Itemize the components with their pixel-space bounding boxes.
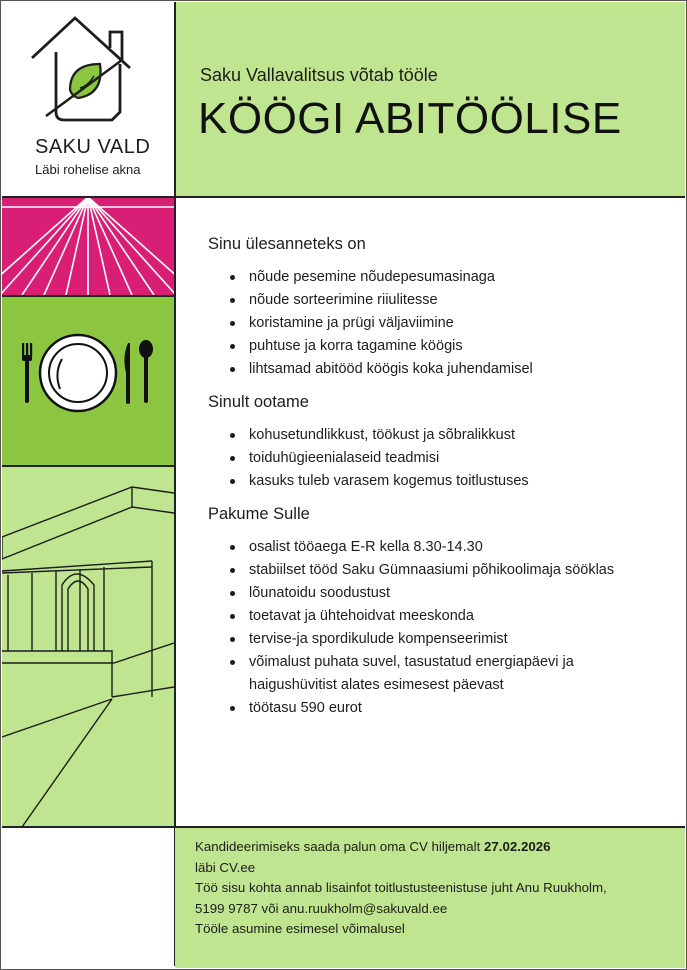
section-tasks	[208, 235, 668, 381]
building-panel	[2, 467, 174, 827]
list-item: võimalust puhata suvel, tasustatud energiapäevi ja haigushüvitist alates esimesest päevast	[208, 651, 649, 697]
list-item: nõude sorteerimine riiulitesse	[208, 289, 668, 312]
list-item: stabiilset tööd Saku Gümnaasiumi põhikoolimaja sööklas	[208, 559, 629, 582]
page-title: KÖÖGI ABITÖÖLISE	[198, 94, 622, 143]
divider-line	[2, 196, 685, 198]
section-offer	[208, 505, 668, 720]
column-divider	[174, 2, 176, 966]
list-item: lihtsamad abitööd köögis koka juhendamisel	[208, 358, 668, 381]
list-item: toetavat ja ühtehoidvat meeskonda	[208, 605, 668, 628]
footer-line-start: Tööle asumine esimesel võimalusel	[195, 921, 405, 936]
footer-deadline-prefix: Kandideerimiseks saada palun oma CV hiljemalt	[195, 839, 484, 854]
list-item: nõude pesemine nõudepesumasinaga	[208, 266, 668, 289]
section-expectations	[208, 393, 668, 493]
list-item: puhtuse ja korra tagamine köögis	[208, 335, 668, 358]
list-item: lõunatoidu soodustust	[208, 582, 668, 605]
footer-line-deadline	[195, 837, 675, 858]
section-heading: Sinult ootame	[208, 393, 309, 411]
list-item: toiduhügieenialaseid teadmisi	[208, 447, 668, 470]
roof-stripes-icon	[2, 197, 174, 295]
list-item: tervise-ja spordikulude kompenseerimist	[208, 628, 668, 651]
list-item: töötasu 590 eurot	[208, 697, 668, 720]
list-item: osalist tööaega E-R kella 8.30-14.30	[208, 536, 668, 559]
logo-name: SAKU VALD	[35, 136, 151, 158]
list-item: kasuks tuleb varasem kogemus toitlustuses	[208, 470, 668, 493]
list-item: koristamine ja prügi väljaviimine	[208, 312, 668, 335]
footer-line-channel: läbi CV.ee	[195, 859, 256, 875]
header-subtitle: Saku Vallavalitsus võtab tööle	[200, 65, 438, 85]
cutlery-panel	[2, 297, 174, 465]
main-content	[208, 235, 668, 732]
deadline-date: 27.02.2026	[484, 839, 551, 854]
plate-cutlery-icon	[2, 297, 174, 465]
house-leaf-icon	[30, 16, 140, 131]
pink-decor-panel	[2, 197, 174, 295]
logo-panel	[2, 2, 174, 197]
header-panel	[175, 2, 685, 197]
footer-line-contact-details: 5199 9787 või anu.ruukholm@sakuvald.ee	[195, 900, 448, 916]
section-heading: Sinu ülesanneteks on	[208, 235, 366, 253]
offer-list	[208, 536, 668, 720]
list-item: kohusetundlikkust, töökust ja sõbralikkust	[208, 424, 668, 447]
logo-slogan: Läbi rohelise akna	[35, 162, 141, 177]
footer-line-contact: Töö sisu kohta annab lisainfot toitlustusteenistuse juht Anu Ruukholm,	[195, 880, 607, 895]
expectation-list	[208, 424, 668, 493]
building-outline-icon	[2, 467, 174, 827]
footer-left-blank	[2, 828, 174, 968]
task-list	[208, 266, 668, 381]
footer-panel	[175, 828, 685, 968]
footer-text	[195, 837, 675, 940]
section-heading: Pakume Sulle	[208, 505, 310, 523]
